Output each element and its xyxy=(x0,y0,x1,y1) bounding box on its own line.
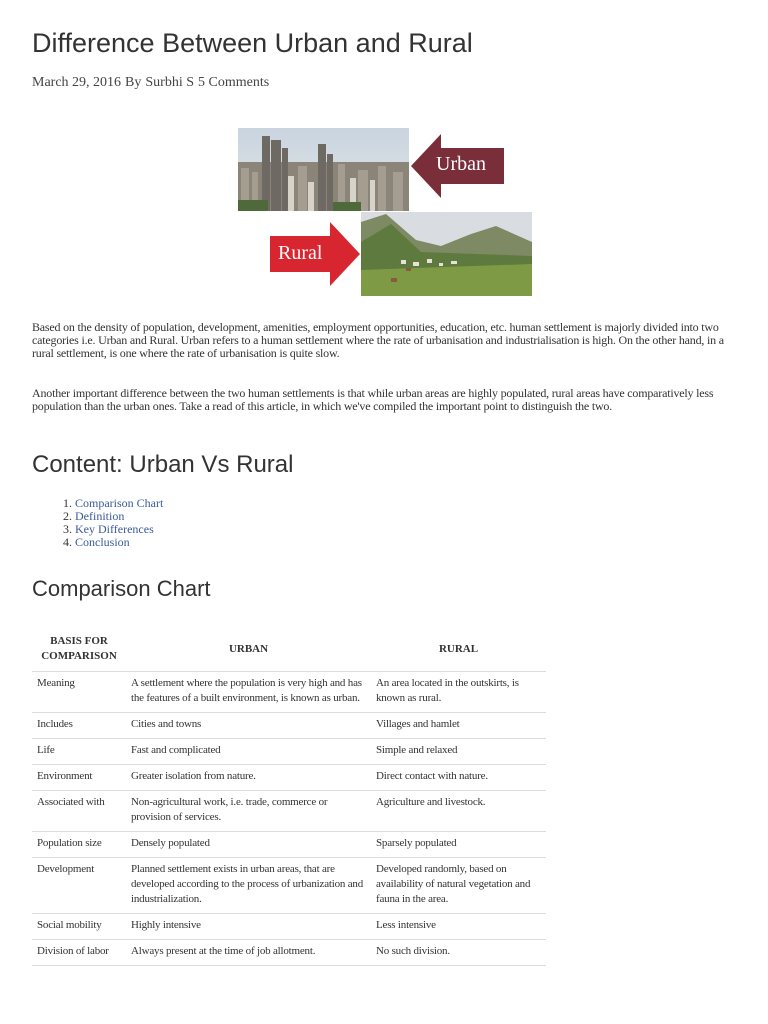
urban-arrow-label: Urban xyxy=(436,153,486,175)
row-urban: Non-agricultural work, i.e. trade, commerce or provision of services. xyxy=(126,791,371,832)
toc-link-conclusion[interactable]: Conclusion xyxy=(75,535,130,549)
rural-arrow-label: Rural xyxy=(278,242,323,264)
intro-paragraph-2: Another important difference between the two human settlements is that while urban areas are highly populated, rural areas have comparatively less population than the urban ones. Take a read of this article, in which we've compiled the important point to distinguish the two. xyxy=(32,386,714,413)
row-basis: Life xyxy=(32,739,126,765)
row-rural: Agriculture and livestock. xyxy=(371,791,546,832)
toc-number: 3. xyxy=(63,522,72,536)
comparison-table xyxy=(32,627,546,966)
row-rural: Less intensive xyxy=(371,914,546,940)
table-header-row xyxy=(32,627,546,672)
row-rural: Developed randomly, based on availability of natural vegetation and fauna in the area. xyxy=(371,858,546,914)
rural-arrow xyxy=(270,222,360,286)
row-basis: Meaning xyxy=(32,672,126,713)
row-basis: Population size xyxy=(32,832,126,858)
table-row xyxy=(32,832,546,858)
row-rural: Direct contact with nature. xyxy=(371,765,546,791)
row-urban: A settlement where the population is very high and has the features of a built environment, is known as urban. xyxy=(126,672,371,713)
toc-item xyxy=(63,536,163,549)
row-urban: Always present at the time of job allotment. xyxy=(126,940,371,966)
comments-link[interactable]: 5 Comments xyxy=(198,75,270,90)
toc-link-comparison-chart[interactable]: Comparison Chart xyxy=(75,496,164,510)
urban-arrow xyxy=(411,134,504,198)
row-rural: No such division. xyxy=(371,940,546,966)
column-header-urban: URBAN xyxy=(126,627,371,672)
row-basis: Social mobility xyxy=(32,914,126,940)
row-urban: Fast and complicated xyxy=(126,739,371,765)
toc-number: 2. xyxy=(63,509,72,523)
table-row xyxy=(32,739,546,765)
intro-paragraph-1: Based on the density of population, development, amenities, employment opportunities, education, etc. human settlement is majorly divided into two categories i.e. Urban and Rural. Urban refers to a human settlement where the rate of urbanisation and industrialisation is high. On the other hand, in a rural settlement, is one where the rate of urbanisation is quite slow. xyxy=(32,320,724,360)
row-rural: An area located in the outskirts, is known as rural. xyxy=(371,672,546,713)
post-by: By xyxy=(125,75,142,90)
post-date: March 29, 2016 xyxy=(32,75,122,90)
page-title: Difference Between Urban and Rural xyxy=(32,28,473,58)
hero-image xyxy=(238,126,534,298)
table-row xyxy=(32,765,546,791)
column-header-basis: BASIS FOR COMPARISON xyxy=(32,627,126,672)
toc-number: 1. xyxy=(63,496,72,510)
post-author[interactable]: Surbhi S xyxy=(145,75,195,90)
table-row xyxy=(32,791,546,832)
row-basis: Division of labor xyxy=(32,940,126,966)
table-row xyxy=(32,713,546,739)
row-urban: Densely populated xyxy=(126,832,371,858)
row-basis: Associated with xyxy=(32,791,126,832)
table-row xyxy=(32,672,546,713)
table-row xyxy=(32,858,546,914)
row-rural: Simple and relaxed xyxy=(371,739,546,765)
table-row xyxy=(32,914,546,940)
row-rural: Sparsely populated xyxy=(371,832,546,858)
comparison-chart-heading: Comparison Chart xyxy=(32,576,211,601)
toc-number: 4. xyxy=(63,535,72,549)
row-urban: Highly intensive xyxy=(126,914,371,940)
row-rural: Villages and hamlet xyxy=(371,713,546,739)
row-basis: Environment xyxy=(32,765,126,791)
content-heading: Content: Urban Vs Rural xyxy=(32,451,294,478)
row-basis: Includes xyxy=(32,713,126,739)
village-photo xyxy=(361,212,532,296)
row-urban: Cities and towns xyxy=(126,713,371,739)
table-of-contents xyxy=(63,497,163,549)
toc-link-key-differences[interactable]: Key Differences xyxy=(75,522,154,536)
row-basis: Development xyxy=(32,858,126,914)
row-urban: Planned settlement exists in urban areas, that are developed according to the process of urbanization and industrialization. xyxy=(126,858,371,914)
city-photo xyxy=(238,128,409,211)
column-header-rural: RURAL xyxy=(371,627,546,672)
row-urban: Greater isolation from nature. xyxy=(126,765,371,791)
post-meta xyxy=(32,75,273,91)
toc-link-definition[interactable]: Definition xyxy=(75,509,125,523)
table-row xyxy=(32,940,546,966)
